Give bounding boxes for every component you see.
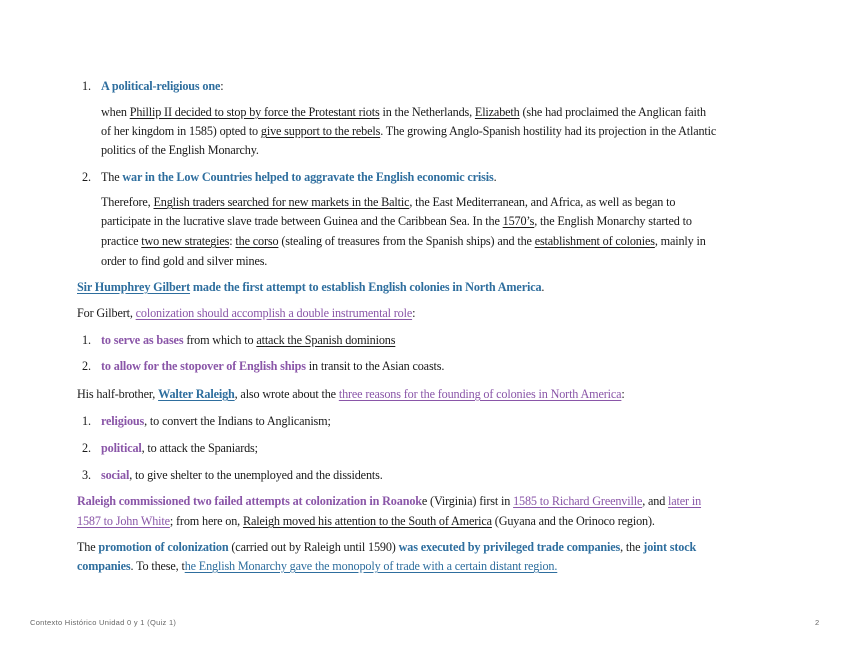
list-number: 2. xyxy=(82,359,91,373)
text: ; from here on, xyxy=(169,514,243,528)
text: , to attack the Spaniards; xyxy=(141,441,258,455)
text: For Gilbert, xyxy=(77,306,136,320)
underlined-text: Raleigh moved his attention to the South of America xyxy=(242,514,492,528)
person-link-gilbert[interactable]: Sir Humphrey Gilbert xyxy=(77,280,191,294)
text: Therefore, xyxy=(101,195,154,209)
text: The xyxy=(77,540,99,554)
text: practice xyxy=(101,234,142,248)
bold-text: joint stock xyxy=(643,540,697,554)
text: His half-brother, xyxy=(77,387,159,401)
bold-text: social xyxy=(101,468,130,482)
underlined-text: English traders searched for new markets in the Baltic xyxy=(153,195,410,209)
link-monopoly[interactable]: he English Monarchy gave the monopoly of trade with a certain distant region. xyxy=(184,559,558,573)
paragraph-line xyxy=(101,234,706,249)
text: (Virginia) first in xyxy=(427,494,514,508)
list-item xyxy=(101,359,444,374)
paragraph-line xyxy=(77,306,415,321)
paragraph-line xyxy=(101,124,716,139)
heading-political-religious: A political-religious one xyxy=(101,79,221,93)
link-john-white[interactable]: later in xyxy=(668,494,702,508)
list-number: 3. xyxy=(82,468,91,482)
punctuation: : xyxy=(621,387,625,401)
punctuation: : xyxy=(220,79,224,93)
underlined-text: the corso xyxy=(235,234,279,248)
paragraph-line xyxy=(77,494,701,509)
list-item xyxy=(101,441,258,456)
bold-text: political xyxy=(101,441,142,455)
text: in the Netherlands, xyxy=(379,105,475,119)
underlined-text: 1570’s xyxy=(502,214,535,228)
text: (carried out by Raleigh until 1590) xyxy=(228,540,399,554)
text: (stealing of treasures from the Spanish ships) and the xyxy=(278,234,535,248)
footer-title: Contexto Histórico Unidad 0 y 1 (Quiz 1) xyxy=(30,618,177,627)
text: , the xyxy=(620,540,644,554)
text: participate in the lucrative slave trade between Guinea and the Caribbean Sea. In the xyxy=(101,214,503,228)
list-number: 2. xyxy=(82,441,91,455)
text: , the East Mediterranean, and Africa, as well as began to xyxy=(409,195,676,209)
paragraph-line xyxy=(77,540,696,555)
paragraph-line xyxy=(101,195,675,210)
text: . To these, t xyxy=(130,559,185,573)
bold-text: religious xyxy=(101,414,145,428)
link-greenville[interactable]: 1585 to Richard Greenville xyxy=(513,494,643,508)
bold-text: to serve as bases xyxy=(101,333,184,347)
paragraph-line: order to find gold and silver mines. xyxy=(101,254,268,268)
text: (she had proclaimed the Anglican faith xyxy=(519,105,706,119)
text: , to give shelter to the unemployed and the dissidents. xyxy=(129,468,383,482)
underlined-text: establishment of colonies xyxy=(534,234,655,248)
person-link-raleigh[interactable]: Walter Raleigh xyxy=(158,387,235,401)
list-item xyxy=(101,333,395,348)
text: , and xyxy=(642,494,669,508)
paragraph-line xyxy=(77,514,655,529)
list-number: 1. xyxy=(82,414,91,428)
text: : xyxy=(229,234,236,248)
bold-text: was executed by privileged trade companies xyxy=(398,540,621,554)
bold-text: companies xyxy=(77,559,131,573)
text: , the English Monarchy started to xyxy=(534,214,692,228)
underlined-text: Phillip II decided to stop by force the Protestant riots xyxy=(129,105,380,119)
text: when xyxy=(101,105,130,119)
text: , mainly in xyxy=(654,234,706,248)
paragraph-line: politics of the English Monarchy. xyxy=(101,143,259,157)
paragraph-line xyxy=(101,214,692,229)
list-number: 2. xyxy=(82,170,91,184)
text: in transit to the Asian coasts. xyxy=(305,359,445,373)
punctuation: : xyxy=(412,306,416,320)
text: of her kingdom in 1585) opted to xyxy=(101,124,261,138)
link-john-white[interactable]: 1587 to John White xyxy=(77,514,170,528)
list-number: 1. xyxy=(82,333,91,347)
text: from which to xyxy=(183,333,257,347)
underlined-text: attack the Spanish dominions xyxy=(256,333,396,347)
list-item xyxy=(101,414,331,429)
underlined-text: Elizabeth xyxy=(474,105,520,119)
paragraph-line xyxy=(77,387,625,402)
section-heading-gilbert xyxy=(77,280,544,295)
heading-war-low-countries: war in the Low Countries helped to aggravate the English economic crisis xyxy=(122,170,494,184)
text: e xyxy=(421,494,428,508)
paragraph-line xyxy=(77,559,557,574)
bold-text: Raleigh commissioned two failed attempts at colonization in Roanok xyxy=(77,494,422,508)
punctuation: . xyxy=(541,280,545,294)
list-item xyxy=(101,468,383,483)
page-number: 2 xyxy=(815,618,820,627)
link-three-reasons[interactable]: three reasons for the founding of colonies in North America xyxy=(338,387,622,401)
list-number: 1. xyxy=(82,79,91,93)
list-item-heading xyxy=(101,170,497,185)
bold-text: promotion of colonization xyxy=(98,540,229,554)
text: , also wrote about the xyxy=(234,387,339,401)
heading-text: made the first attempt to establish English colonies in North America xyxy=(190,280,542,294)
punctuation: . xyxy=(493,170,497,184)
text: The xyxy=(101,170,123,184)
link-double-role[interactable]: colonization should accomplish a double instrumental role xyxy=(135,306,413,320)
underlined-text: give support to the rebels xyxy=(260,124,381,138)
list-item-heading xyxy=(101,79,224,94)
text: , to convert the Indians to Anglicanism; xyxy=(144,414,331,428)
paragraph-line xyxy=(101,105,706,120)
bold-text: to allow for the stopover of English ships xyxy=(101,359,306,373)
underlined-text: two new strategies xyxy=(141,234,230,248)
text: (Guyana and the Orinoco region). xyxy=(491,514,655,528)
text: . The growing Anglo-Spanish hostility had its projection in the Atlantic xyxy=(380,124,717,138)
